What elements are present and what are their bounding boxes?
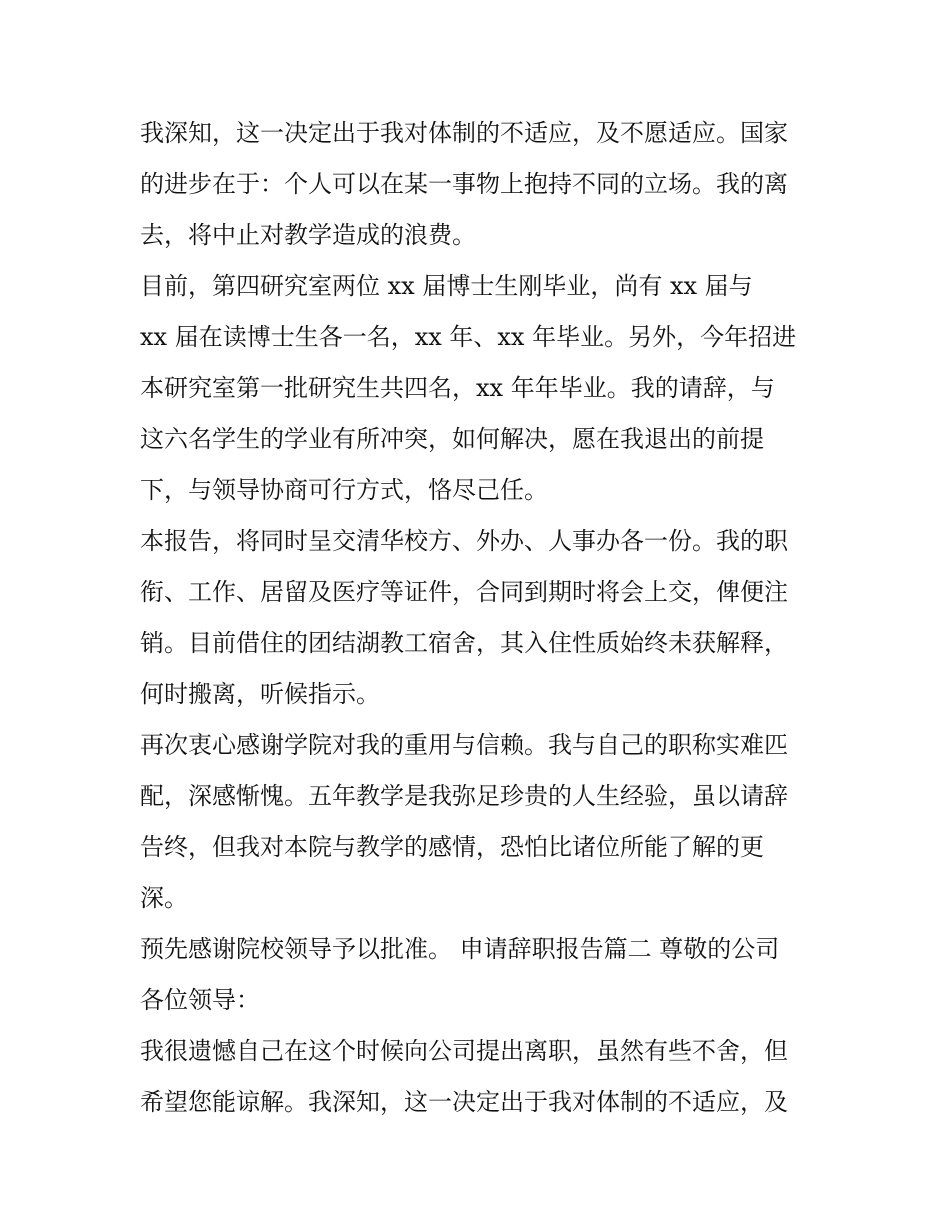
- text-line: xx 届在读博士生各一名，xx 年、xx 年毕业。另外，今年招进: [140, 323, 797, 351]
- text-line: 目前，第四研究室两位 xx 届博士生刚毕业，尚有 xx 届与: [140, 272, 753, 300]
- text-line: 再次衷心感谢学院对我的重用与信赖。我与自己的职称实难匹: [140, 731, 788, 759]
- text-line: 下，与领导协商可行方式，恪尽己任。: [140, 476, 548, 504]
- text-line: 本报告，将同时呈交清华校方、外办、人事办各一份。我的职: [140, 527, 788, 555]
- text-line: 去，将中止对教学造成的浪费。: [140, 221, 476, 249]
- text-line: 的进步在于：个人可以在某一事物上抱持不同的立场。我的离: [140, 170, 788, 198]
- document-body: [140, 108, 820, 1128]
- text-line: 我深知，这一决定出于我对体制的不适应，及不愿适应。国家: [140, 119, 788, 147]
- text-line: 预先感谢院校领导予以批准。 申请辞职报告篇二 尊敬的公司: [140, 935, 780, 963]
- text-line: 告终，但我对本院与教学的感情，恐怕比诸位所能了解的更: [140, 833, 764, 861]
- text-line: 各位领导：: [140, 986, 260, 1014]
- text-line: 配，深感惭愧。五年教学是我弥足珍贵的人生经验，虽以请辞: [140, 782, 788, 810]
- text-line: 希望您能谅解。我深知，这一决定出于我对体制的不适应，及: [140, 1088, 788, 1116]
- text-line: 何时搬离，听候指示。: [140, 680, 380, 708]
- text-line: 深。: [140, 884, 188, 912]
- text-line: 这六名学生的学业有所冲突，如何解决，愿在我退出的前提: [140, 425, 764, 453]
- text-line: 衔、工作、居留及医疗等证件，合同到期时将会上交，俾便注: [140, 578, 788, 606]
- text-line: 我很遗憾自己在这个时候向公司提出离职，虽然有些不舍，但: [140, 1037, 788, 1065]
- text-line: 本研究室第一批研究生共四名，xx 年年毕业。我的请辞，与: [140, 374, 775, 402]
- text-line: 销。目前借住的团结湖教工宿舍，其入住性质始终未获解释，: [140, 629, 788, 657]
